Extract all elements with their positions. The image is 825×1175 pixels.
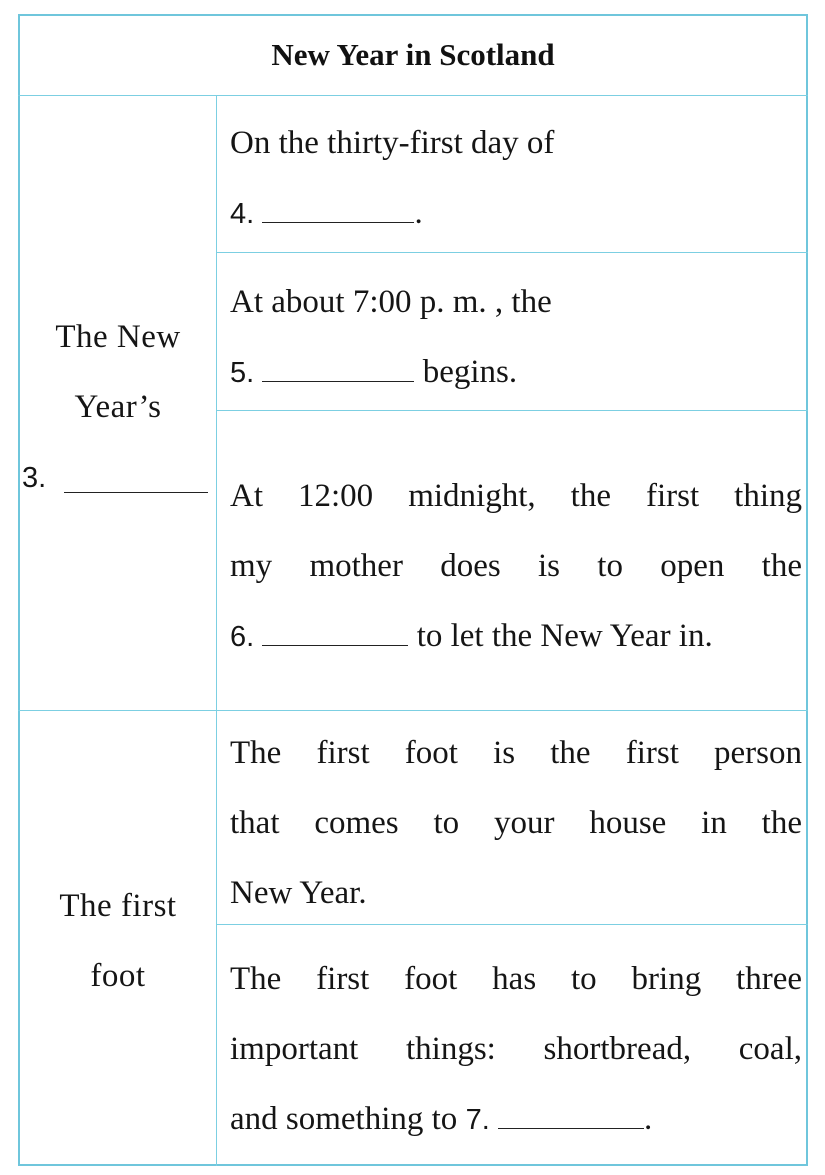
blank-number-3: 3. bbox=[22, 462, 47, 494]
divider-section bbox=[18, 710, 808, 711]
divider-row1 bbox=[217, 252, 808, 253]
row1-line1: On the thirty-first day of bbox=[230, 125, 555, 161]
section2-label-line1: The first bbox=[59, 888, 177, 924]
blank-number-4: 4. bbox=[230, 198, 255, 230]
row5-line2: important things: shortbread, coal, bbox=[230, 1031, 802, 1067]
answer-blank-4[interactable] bbox=[262, 198, 414, 223]
row1-text bbox=[230, 108, 802, 249]
divider-row2 bbox=[217, 410, 808, 411]
answer-blank-5[interactable] bbox=[262, 357, 414, 382]
row5-line1: The first foot has to bring three bbox=[230, 961, 802, 997]
row1-line2 bbox=[230, 178, 802, 249]
row3-text bbox=[230, 461, 802, 672]
row3-line3 bbox=[230, 601, 802, 672]
row4-line3: New Year. bbox=[230, 875, 367, 911]
blank-number-5: 5. bbox=[230, 357, 255, 389]
row3-end: to let the New Year in. bbox=[416, 618, 713, 654]
row4-line1: The first foot is the first person bbox=[230, 735, 802, 771]
row2-line2 bbox=[230, 337, 802, 408]
row3-line2: my mother does is to open the bbox=[230, 548, 802, 584]
row4-text bbox=[230, 718, 802, 928]
row5-text bbox=[230, 944, 802, 1155]
section2-label-line2: foot bbox=[90, 958, 146, 994]
row2-line1: At about 7:00 p. m. , the bbox=[230, 284, 552, 320]
row5-line3-pre: and something to bbox=[230, 1101, 458, 1137]
row2-text bbox=[230, 267, 802, 408]
section1-label-line2: Year’s bbox=[74, 389, 162, 425]
row2-end: begins. bbox=[422, 354, 518, 390]
row5-line3 bbox=[230, 1084, 802, 1155]
blank-number-6: 6. bbox=[230, 621, 255, 653]
row3-line1: At 12:00 midnight, the first thing bbox=[230, 478, 802, 514]
row1-end: . bbox=[414, 195, 423, 231]
blank-number-7: 7. bbox=[465, 1104, 490, 1136]
section1-label-line1: The New bbox=[55, 319, 181, 355]
column-divider bbox=[216, 95, 217, 1166]
answer-blank-6[interactable] bbox=[262, 621, 408, 646]
answer-blank-3[interactable] bbox=[64, 492, 208, 493]
row4-line2: that comes to your house in the bbox=[230, 805, 802, 841]
table-title: New Year in Scotland bbox=[271, 37, 555, 72]
answer-blank-7[interactable] bbox=[498, 1104, 644, 1129]
row5-end: . bbox=[644, 1101, 653, 1137]
